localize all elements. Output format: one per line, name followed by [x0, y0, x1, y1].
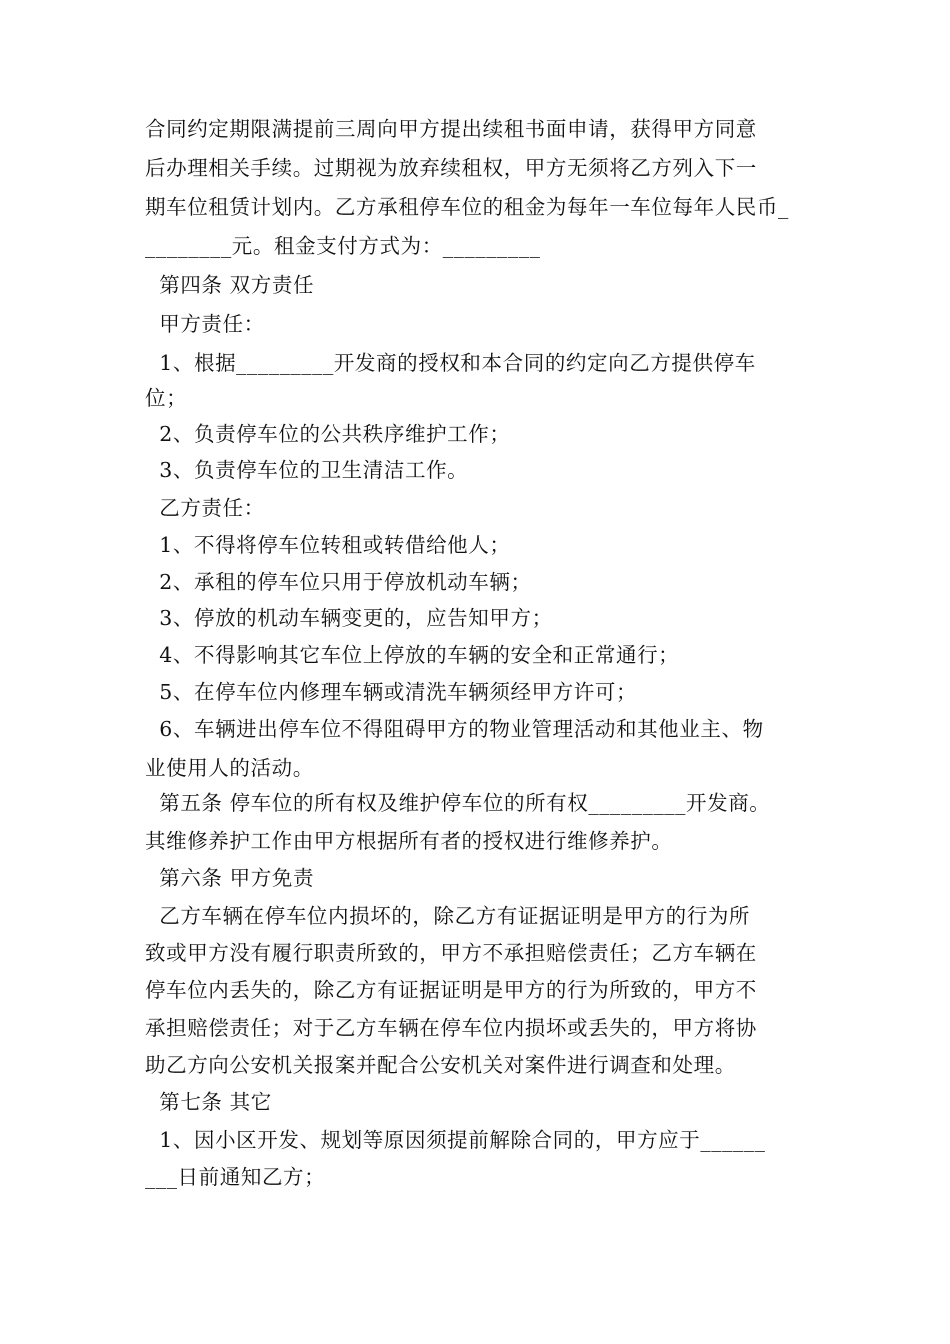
text-line: ___日前通知乙方； — [145, 1165, 326, 1189]
list-item: 3、负责停车位的卫生清洁工作。 — [145, 458, 469, 482]
section-heading: 第四条 双方责任 — [145, 273, 315, 297]
text-line: 承担赔偿责任；对于乙方车辆在停车位内损坏或丢失的，甲方将协 — [145, 1016, 757, 1040]
list-item: 6、车辆进出停车位不得阻碍甲方的物业管理活动和其他业主、物 — [145, 717, 764, 741]
list-item: 4、不得影响其它车位上停放的车辆的安全和正常通行； — [145, 643, 680, 667]
list-item: 3、停放的机动车辆变更的，应告知甲方； — [145, 606, 553, 630]
text-line: 助乙方向公安机关报案并配合公安机关对案件进行调查和处理。 — [145, 1053, 736, 1077]
text-line: 业使用人的活动。 — [145, 756, 314, 780]
text-line: 乙方车辆在停车位内损坏的，除乙方有证据证明是甲方的行为所 — [145, 904, 751, 928]
text-line: 位； — [145, 386, 188, 410]
list-item: 1、因小区开发、规划等原因须提前解除合同的，甲方应于______ — [145, 1128, 766, 1152]
subsection-heading: 乙方责任： — [145, 496, 265, 520]
section-heading: 第五条 停车位的所有权及维护停车位的所有权_________开发商。 — [145, 791, 771, 815]
subsection-heading: 甲方责任： — [145, 312, 265, 336]
text-line: 致或甲方没有履行职责所致的，甲方不承担赔偿责任；乙方车辆在 — [145, 941, 757, 965]
text-line: 停车位内丢失的，除乙方有证据证明是甲方的行为所致的，甲方不 — [145, 978, 757, 1002]
list-item: 2、负责停车位的公共秩序维护工作； — [145, 422, 511, 446]
text-line: 期车位租赁计划内。乙方承租停车位的租金为每年一车位每年人民币_ — [145, 195, 789, 219]
text-line: 其维修养护工作由甲方根据所有者的授权进行维修养护。 — [145, 829, 673, 853]
text-line: 后办理相关手续。过期视为放弃续租权，甲方无须将乙方列入下一 — [145, 156, 757, 180]
list-item: 1、不得将停车位转租或转借给他人； — [145, 533, 511, 557]
list-item: 2、承租的停车位只用于停放机动车辆； — [145, 570, 532, 594]
text-line: 合同约定期限满提前三周向甲方提出续租书面申请，获得甲方同意 — [145, 117, 757, 141]
list-item: 5、在停车位内修理车辆或清洗车辆须经甲方许可； — [145, 680, 638, 704]
section-heading: 第六条 甲方免责 — [145, 866, 315, 890]
text-line: ________元。租金支付方式为：_________ — [145, 234, 541, 258]
text-line: 1、根据_________开发商的授权和本合同的约定向乙方提供停车 — [145, 351, 756, 375]
section-heading: 第七条 其它 — [145, 1090, 272, 1114]
